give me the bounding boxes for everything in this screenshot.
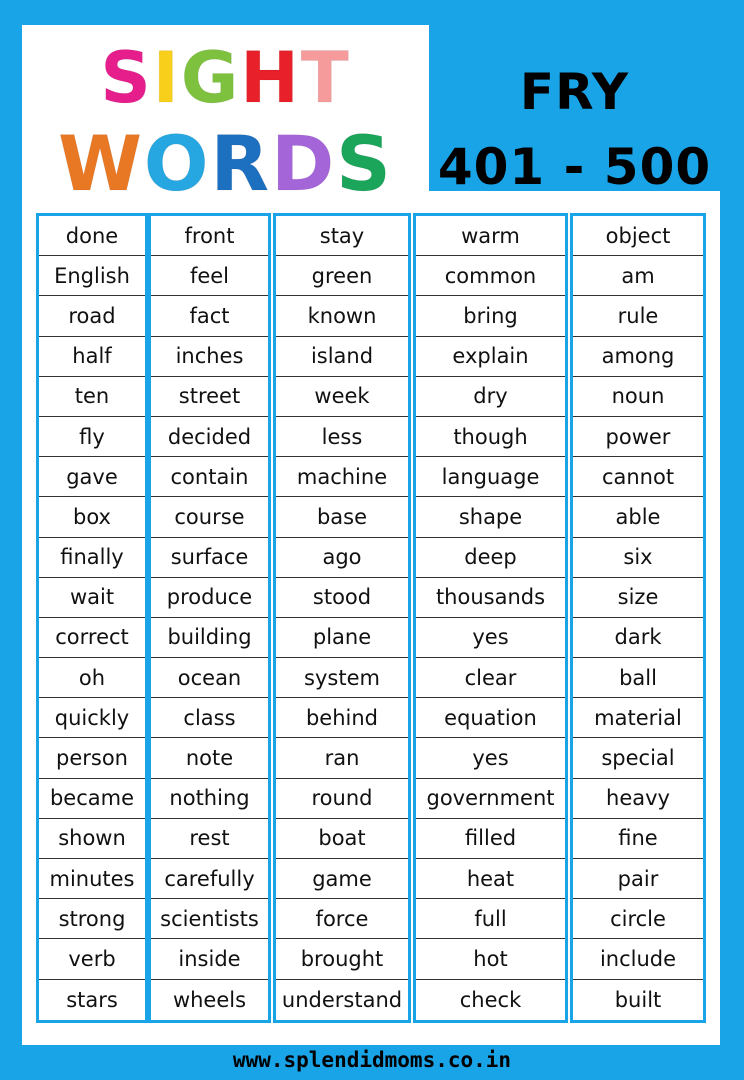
sight-word: power: [573, 417, 703, 457]
sight-word: behind: [276, 698, 408, 738]
sight-word: became: [39, 779, 145, 819]
sight-word: clear: [416, 658, 565, 698]
sight-word: cannot: [573, 457, 703, 497]
sight-word: pair: [573, 859, 703, 899]
sight-word: language: [416, 457, 565, 497]
sight-word: class: [151, 698, 268, 738]
sight-word: plane: [276, 618, 408, 658]
sight-word: minutes: [39, 859, 145, 899]
sight-word: heat: [416, 859, 565, 899]
title-line-words: [22, 119, 429, 208]
sight-word: known: [276, 296, 408, 336]
sight-word: decided: [151, 417, 268, 457]
title-block: [22, 25, 429, 208]
word-column: [273, 213, 411, 1023]
sight-word: built: [614, 987, 662, 1012]
sight-word: scientists: [151, 899, 268, 939]
sight-word: fact: [151, 296, 268, 336]
sight-word: deep: [416, 538, 565, 578]
sight-word: road: [39, 296, 145, 336]
title-letter: S: [336, 119, 393, 208]
sight-word: island: [276, 337, 408, 377]
title-letter: H: [240, 37, 301, 119]
sight-word: base: [276, 497, 408, 537]
sight-word: material: [573, 698, 703, 738]
sight-word: round: [276, 779, 408, 819]
sight-word: object: [573, 216, 703, 256]
sight-word: hot: [416, 939, 565, 979]
sight-word: person: [39, 738, 145, 778]
sight-word: correct: [39, 618, 145, 658]
sight-word: size: [573, 578, 703, 618]
sight-word: shape: [416, 497, 565, 537]
sight-word: am: [573, 256, 703, 296]
sight-word: game: [276, 859, 408, 899]
sight-word: English: [39, 256, 145, 296]
title-letter: S: [100, 37, 153, 119]
sight-word: fine: [573, 819, 703, 859]
sight-word: gave: [39, 457, 145, 497]
sight-word: explain: [416, 337, 565, 377]
word-column: [36, 213, 148, 1023]
sight-word: building: [151, 618, 268, 658]
sight-word: ocean: [151, 658, 268, 698]
sight-word: surface: [151, 538, 268, 578]
fry-label: FRY: [519, 63, 630, 121]
sight-word: stood: [276, 578, 408, 618]
word-column: [413, 213, 568, 1023]
sight-word: government: [416, 779, 565, 819]
sight-word: rest: [151, 819, 268, 859]
sight-word: stay: [276, 216, 408, 256]
sight-word: carefully: [151, 859, 268, 899]
sight-word: though: [416, 417, 565, 457]
word-column: [148, 213, 271, 1023]
sight-word: force: [276, 899, 408, 939]
sight-word: able: [573, 497, 703, 537]
sight-word: finally: [39, 538, 145, 578]
sight-word: produce: [151, 578, 268, 618]
sight-word: course: [151, 497, 268, 537]
sight-word: quickly: [39, 698, 145, 738]
sight-word: wait: [39, 578, 145, 618]
word-column: [570, 213, 706, 1023]
sight-word: fly: [39, 417, 145, 457]
sight-word: ago: [276, 538, 408, 578]
word-range: 401 - 500: [437, 138, 712, 196]
sight-word: common: [416, 256, 565, 296]
sight-word: check: [459, 987, 522, 1012]
sight-word: ran: [276, 738, 408, 778]
title-letter: T: [300, 37, 351, 119]
sight-word: brought: [276, 939, 408, 979]
sight-word: yes: [416, 738, 565, 778]
sight-word: stars: [66, 987, 118, 1012]
sight-word: note: [151, 738, 268, 778]
sight-word: done: [39, 216, 145, 256]
sight-word: heavy: [573, 779, 703, 819]
sight-word: nothing: [151, 779, 268, 819]
sight-word: include: [573, 939, 703, 979]
sight-word: warm: [416, 216, 565, 256]
sight-word: feel: [151, 256, 268, 296]
sight-word: system: [276, 658, 408, 698]
sight-word: equation: [416, 698, 565, 738]
sight-word: ten: [39, 377, 145, 417]
sight-word: less: [276, 417, 408, 457]
sight-word: contain: [151, 457, 268, 497]
sight-word: dry: [416, 377, 565, 417]
sight-word: shown: [39, 819, 145, 859]
sight-word: boat: [276, 819, 408, 859]
sight-word: machine: [276, 457, 408, 497]
title-letter: R: [210, 119, 272, 208]
sight-word: half: [39, 337, 145, 377]
sight-word: rule: [573, 296, 703, 336]
title-letter: D: [271, 119, 337, 208]
sight-word: thousands: [416, 578, 565, 618]
sight-word: six: [573, 538, 703, 578]
sight-word: inside: [151, 939, 268, 979]
sight-word: oh: [39, 658, 145, 698]
sight-word: circle: [573, 899, 703, 939]
website-footer: www.splendidmoms.co.in: [232, 1048, 512, 1072]
sight-word: understand: [281, 987, 403, 1012]
sight-word: full: [416, 899, 565, 939]
sight-word: among: [573, 337, 703, 377]
sight-word: dark: [573, 618, 703, 658]
sight-word: noun: [573, 377, 703, 417]
sight-word: strong: [39, 899, 145, 939]
sight-word: front: [151, 216, 268, 256]
sight-word: inches: [151, 337, 268, 377]
sight-word: ball: [573, 658, 703, 698]
title-line-sight: [22, 37, 429, 119]
fry-header: [429, 25, 720, 196]
sight-word: bring: [416, 296, 565, 336]
sight-word: verb: [39, 939, 145, 979]
sight-word: street: [151, 377, 268, 417]
title-letter: I: [152, 37, 181, 119]
sight-word: week: [276, 377, 408, 417]
title-letter: W: [58, 119, 144, 208]
sight-word: special: [573, 738, 703, 778]
word-table: [36, 213, 706, 1023]
sight-word: green: [276, 256, 408, 296]
sight-word: box: [39, 497, 145, 537]
sight-word: wheels: [172, 987, 247, 1012]
sight-word: yes: [416, 618, 565, 658]
sight-word: filled: [416, 819, 565, 859]
title-letter: G: [180, 37, 241, 119]
title-letter: O: [143, 119, 211, 208]
